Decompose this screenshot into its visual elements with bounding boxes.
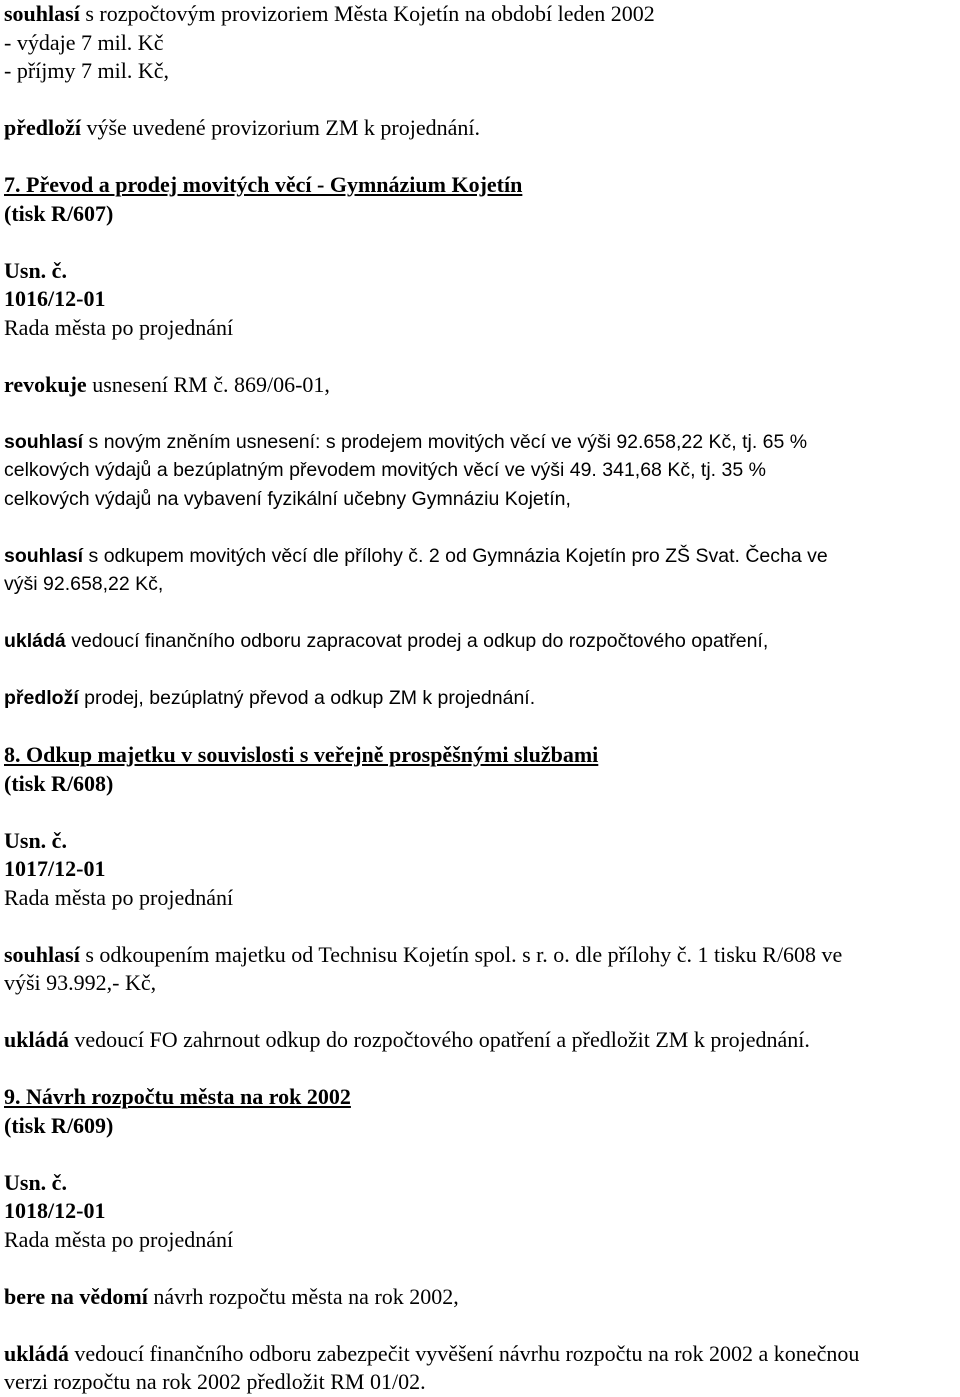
section-7-predlozi: předloží prodej, bezúplatný převod a odkup ZM k projednání. bbox=[4, 687, 536, 709]
section-8-souhlasi: souhlasí s odkoupením majetku od Technisu Kojetín spol. s r. o. dle přílohy č. 1 tisku R/608 ve bbox=[4, 941, 843, 967]
section-8-intro: Rada města po projednání bbox=[4, 884, 234, 910]
verb-predlozi: předloží bbox=[4, 115, 81, 140]
section-8-tisk: (tisk R/608) bbox=[4, 770, 114, 796]
section-9-intro: Rada města po projednání bbox=[4, 1226, 234, 1252]
income-line: - příjmy 7 mil. Kč, bbox=[4, 58, 169, 83]
document-page: souhlasí s rozpočtovým provizoriem Města Kojetín na období leden 2002 - výdaje 7 mil. Kč - příjmy 7 mil. Kč, předloží výše uvedené provizorium ZM k projednání. 7. Převod a prodej movitých věcí - Gymnázium Kojetín (tisk R/607) Usn. č. 1016/12-01 Rada města po projednání revokuje usnesení RM č. 869/06-01, souhlasí s novým zněním usnesení: s prodejem movitých věcí ve výši 92.658,22 Kč, tj. 65 % celkových výdajů a bezúplatným převodem movitých věcí ve výši 49. 341,68 Kč, tj. 35 % celkových výdajů na vybavení fyzikální učebny Gymnáziu Kojetín, souhlasí s odkupem movitých věcí dle přílohy č. 2 od Gymnázia Kojetín pro ZŠ Svat. Čecha ve výši 92.658,22 Kč, ukládá vedoucí finančního odboru zapracovat prodej a odkup do rozpočtového opatření, předloží prodej, bezúplatný převod a odkup ZM k projednání. 8. Odkup majetku v souvislosti s veřejně prospěšnými službami (tisk R/608) Usn. č. 1017/12-01 Rada města po projednání souhlasí s odkoupením majetku od Technisu Kojetín spol. s r. o. dle přílohy č. 1 tisku R/608 ve výši 93.992,- Kč, ukládá vedoucí FO zahrnout odkup do rozpočtového opatření a předložit ZM k projednání. 9. Návrh rozpočtu města na rok 2002 (tisk R/609) Usn. č. 1018/12-01 Rada města po projednání bere na vědomí návrh rozpočtu města na rok 2002, ukládá vedoucí finančního odboru zabezpečit vyvěšení návrhu rozpočtu na rok 2002 a konečnou verzi rozpočtu na rok 2002 předložit RM 01/02. bbox=[4, 0, 954, 1397]
section-9-heading: 9. Návrh rozpočtu města na rok 2002 bbox=[4, 1084, 351, 1109]
section-9-bere-na-vedomi: bere na vědomí návrh rozpočtu města na rok 2002, bbox=[4, 1283, 459, 1309]
section-7-tisk: (tisk R/607) bbox=[4, 200, 114, 226]
section-8-usn-number: 1017/12-01 bbox=[4, 856, 106, 881]
section-7-intro: Rada města po projednání bbox=[4, 314, 234, 340]
resolution-predlozi: předloží výše uvedené provizorium ZM k projednání. bbox=[4, 115, 480, 140]
section-9-tisk: (tisk R/609) bbox=[4, 1112, 114, 1138]
section-8-heading: 8. Odkup majetku v souvislosti s veřejně prospěšnými službami bbox=[4, 742, 599, 767]
section-7-usn-label: Usn. č. bbox=[4, 257, 67, 283]
section-8-usn-label: Usn. č. bbox=[4, 827, 67, 853]
section-9-usn-number: 1018/12-01 bbox=[4, 1198, 106, 1223]
section-7-uklada: ukládá vedoucí finančního odboru zapracovat prodej a odkup do rozpočtového opatření, bbox=[4, 630, 769, 652]
section-9-usn-label: Usn. č. bbox=[4, 1169, 67, 1195]
expenses-line: - výdaje 7 mil. Kč bbox=[4, 29, 164, 55]
section-7-souhlasi-new-wording: souhlasí s novým zněním usnesení: s prodejem movitých věcí ve výši 92.658,22 Kč, tj. 65 % celkových výdajů a bezúplatným převodem movitých věcí ve výši 49. 341,68 Kč, tj. 35 % celkových výdajů na vybavení fyzikální učebny Gymnáziu Kojetín, souhlasí s odkupem movitých věcí dle přílohy č. 2 od Gymnázia Kojetín pro ZŠ Svat. Čecha ve výši 92.658,22 Kč, ukládá vedoucí finančního odboru zapracovat prodej a odkup do rozpočtového opatření, předloží prodej, bezúplatný převod a odkup ZM k projednání. bbox=[4, 428, 954, 713]
section-7-heading: 7. Převod a prodej movitých věcí - Gymnázium Kojetín bbox=[4, 172, 523, 197]
verb-souhlasi: souhlasí bbox=[4, 1, 80, 26]
section-7-revokuje: revokuje usnesení RM č. 869/06-01, bbox=[4, 371, 330, 397]
section-9-uklada: ukládá vedoucí finančního odboru zabezpečit vyvěšení návrhu rozpočtu na rok 2002 a konečnou bbox=[4, 1340, 860, 1366]
section-7-usn-number: 1016/12-01 bbox=[4, 286, 106, 311]
section-7-souhlasi-odkup: souhlasí s odkupem movitých věcí dle přílohy č. 2 od Gymnázia Kojetín pro ZŠ Svat. Čecha ve bbox=[4, 544, 828, 567]
resolution-budget-provisorium: souhlasí s rozpočtovým provizoriem Města Kojetín na období leden 2002 bbox=[4, 1, 655, 26]
section-8-uklada: ukládá vedoucí FO zahrnout odkup do rozpočtového opatření a předložit ZM k projednání. bbox=[4, 1027, 810, 1052]
